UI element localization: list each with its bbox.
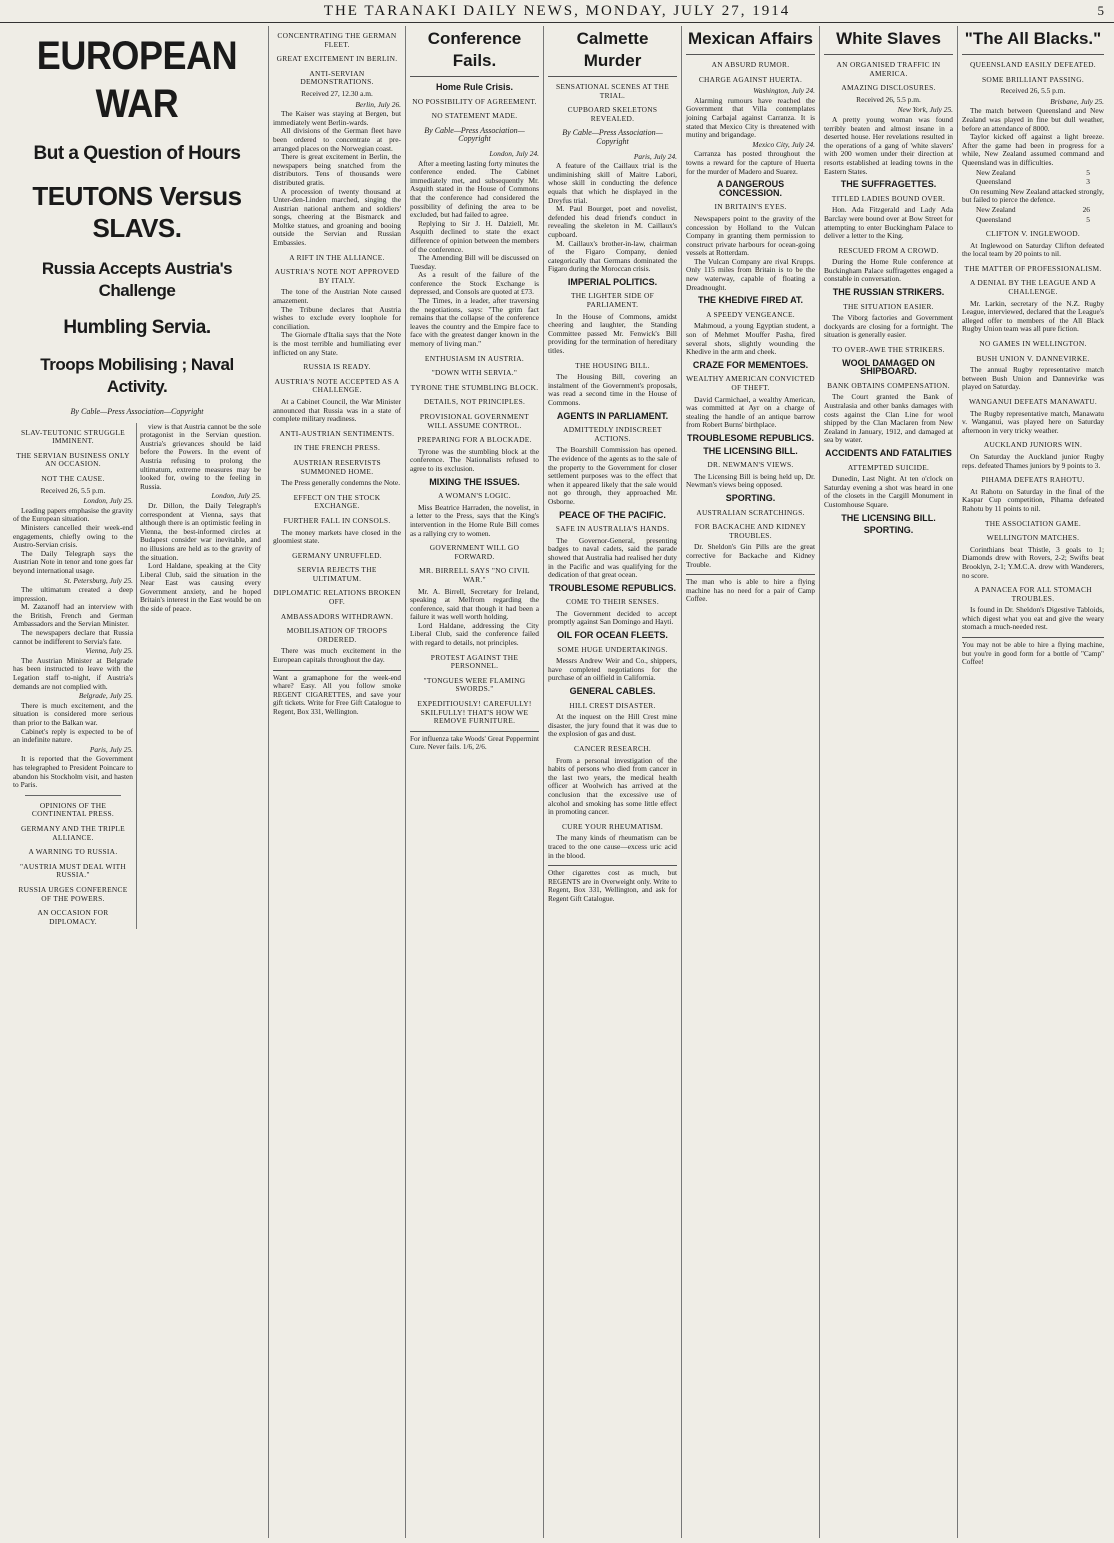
subhead: A SPEEDY VENGEANCE. (706, 309, 795, 319)
regent-advertisement: Want a gramaphone for the week-end whare? Easy. All you follow smoke REGENT CIGARETTES, and save your gift tickets. Write for Free Gift Catalogue to Regent, Box 331, Wellington. (273, 670, 401, 717)
score-line (976, 206, 1090, 215)
subhead: DR. NEWMAN'S VIEWS. (707, 460, 794, 470)
subhead: A WARNING TO RUSSIA. (28, 847, 118, 857)
article-paragraph: The Licensing Bill is being held up, Dr. Newman's views being opposed. (686, 471, 815, 490)
dateline: New York, July 25. (897, 105, 953, 115)
article-paragraph: Lord Haldane, addressing the City Liberal Club, said the conference failed with regard to details, not principles. (410, 620, 539, 648)
regent-advertisement: Other cigarettes cost as much, but REGENTS are in Overweight only. Write to Regent, Box 331, Wellington, and ask for Regent Gift Catalogue. (548, 865, 677, 903)
all-blacks-column (958, 26, 1108, 1538)
subhead: WEALTHY AMERICAN CONVICTED OF THEFT. (686, 374, 815, 392)
subhead: NOT THE CAUSE. (41, 473, 105, 483)
subhead: PREPARING FOR A BLOCKADE. (417, 435, 532, 445)
dateline: Brisbane, July 25. (1050, 96, 1104, 106)
european-war-right (137, 423, 264, 930)
subhead: IN BRITAIN'S EYES. (714, 202, 787, 212)
masthead (0, 0, 1114, 23)
subhead: WELLINGTON MATCHES. (986, 533, 1080, 543)
european-war-deck-1: But a Question of Hours (33, 143, 241, 164)
received-line: Received 27, 12.30 a.m. (301, 88, 373, 98)
german-fleet-column (268, 26, 406, 1538)
article-paragraph: Mahmoud, a young Egyptian student, a son of Mehmet Mouffer Pasha, fired several shots, slightly wounding the Khedive in the arm and cheek. (686, 321, 815, 357)
article-paragraph: Taylor kicked off against a light breeze. After the game had been in progress for a while, New Zealand assumed command and Queensland was in difficulties. (962, 132, 1104, 167)
european-war-deck-2: TEUTONS Versus SLAVS. (32, 181, 242, 243)
subhead: ADMITTEDLY INDISCREET ACTIONS. (563, 425, 662, 443)
subhead-major: SPORTING. (863, 525, 914, 536)
article-paragraph: The Vulcan Company are rival Krupps. Only 115 miles from Britain is to be the new waterway, capable of floating a Dreadnought. (686, 256, 815, 292)
subhead: A DENIAL BY THE LEAGUE AND A CHALLENGE. (970, 278, 1096, 297)
calmette-headline: Calmette Murder (548, 28, 677, 77)
subhead: THE HOUSING BILL. (575, 360, 650, 370)
subhead: NO STATEMENT MADE. (431, 111, 518, 121)
european-war-headline: EUROPEAN WAR (36, 34, 238, 126)
dateline: London, July 25. (83, 496, 133, 506)
article-paragraph: At the inquest on the Hill Crest mine disaster, the jury found that it was due to the explosion of gas and dust. (548, 712, 677, 739)
article-paragraph: The match between Queensland and New Zealand was played in fine but dull weather, before an attendance of 8000. (962, 106, 1104, 133)
subhead: CHARGE AGAINST HUERTA. (698, 74, 803, 84)
subhead: "DOWN WITH SERVIA." (431, 368, 518, 378)
score-team: New Zealand (976, 167, 1016, 177)
subhead-major: WOOL DAMAGED ON SHIPBOARD. (842, 357, 935, 377)
subhead: SERVIA REJECTS THE ULTIMATUM. (297, 565, 377, 583)
score-points: 26 (1082, 204, 1090, 214)
article-paragraph: view is that Austria cannot be the sole protagonist in the Servian question. Austria's grievances should be laid before the Powers. In the event of Austria refusing to prolong the ultimatum, extreme measures may be looked for, owing to the feeling in Russia. (140, 421, 261, 491)
subhead: BANK OBTAINS COMPENSATION. (827, 380, 950, 390)
subhead: A RIFT IN THE ALLIANCE. (289, 252, 385, 262)
subhead: NO GAMES IN WELLINGTON. (979, 339, 1087, 349)
subhead: PROTEST AGAINST THE PERSONNEL. (430, 652, 519, 671)
subhead-major: THE LICENSING BILL. (703, 445, 798, 456)
subhead: THE SERVIAN BUSINESS ONLY AN OCCASION. (16, 450, 130, 469)
dateline: Paris, July 25. (89, 744, 133, 754)
article-paragraph: The Times, in a leader, after traversing the negotiations, says: "The grim fact remains that the collapse of the conference leaves the country and the Empire face to face with the greatest danger known in the memory of living man." (410, 296, 539, 349)
dateline: Vienna, July 25. (85, 646, 133, 656)
article-paragraph: The tone of the Austrian Note caused amazement. (273, 287, 401, 306)
dateline: Mexico City, July 24. (752, 139, 815, 149)
subhead-major: IMPERIAL POLITICS. (567, 276, 658, 287)
mexican-column (682, 26, 820, 1538)
article-paragraph: Carranza has posted throughout the towns a reward for the capture of Huerta for the murder of Madero and Suarez. (686, 149, 815, 176)
subhead: EXPEDITIOUSLY! CAREFULLY! SKILFULLY! THAT'S HOW WE REMOVE FURNITURE. (417, 699, 532, 726)
european-war-deck-5: Troops Mobilising ; Naval Activity. (40, 355, 234, 396)
subhead: TYRONE THE STUMBLING BLOCK. (410, 382, 539, 392)
conference-headline: Conference Fails. (410, 28, 539, 77)
subhead: FURTHER FALL IN CONSOLS. (283, 515, 391, 525)
dateline: London, July 25. (211, 491, 261, 501)
subhead: OPINIONS OF THE CONTINENTAL PRESS. (31, 800, 115, 819)
article-paragraph: Replying to Sir J. H. Dalziell, Mr. Asquith declined to state the exact difference of opinion between the members of the conference. (410, 218, 539, 254)
article-paragraph: Dr. Sheldon's Gin Pills are the great corrective for Backache and Kidney Trouble. (686, 542, 815, 569)
article-paragraph: The annual Rugby representative match between Bush Union and Dannevirke was played on Saturday. (962, 365, 1104, 392)
article-paragraph: Hon. Ada Fitzgerald and Lady Ada Barclay were bound over at Bow Street for attempting to enter Buckingham Palace to deliver a letter to the King. (824, 205, 953, 241)
article-paragraph: Alarming rumours have reached the Government that Villa contemplates joining Carbajal against Carranza. It is stated that Mexico City is threatened with mutiny and brigandage. (686, 95, 815, 140)
article-paragraph: The Boarshill Commission has opened. The evidence of the agents as to the sale of the property to the Government for closer settlement purposes was to the effect that when it appeared likely that the sale would not go through, they approached Mr. Osborne. (548, 445, 677, 506)
article-paragraph: At Rahotu on Saturday in the final of the Kaspar Cup competition, Pihama defeated Rahotu by 11 points to nil. (962, 486, 1104, 513)
subhead: AUSTRIA'S NOTE ACCEPTED AS A CHALLENGE. (274, 376, 400, 395)
article-paragraph: The Housing Bill, covering an instalment of the Government's proposals, was read a second time in the House of Commons. (548, 372, 677, 407)
subhead-major: THE LICENSING BILL. (841, 512, 936, 523)
subhead: GERMANY AND THE TRIPLE ALLIANCE. (21, 823, 125, 842)
subhead: AN OCCASION FOR DIPLOMACY. (37, 908, 109, 926)
article-paragraph: The Government decided to accept promptly against San Domingo and Hayti. (548, 608, 677, 627)
article-paragraph: From a personal investigation of the habits of persons who died from cancer in the last two years, the medical health officer at Woolwich has arrived at the conclusion that the excessive use of alcohol and smoking has some little effect in promoting cancer. (548, 755, 677, 817)
subhead: AMBASSADORS WITHDRAWN. (280, 611, 394, 621)
subhead: A WOMAN'S LOGIC. (438, 491, 511, 501)
subhead: FOR BACKACHE AND KIDNEY TROUBLES. (694, 522, 807, 540)
article-paragraph: The Kaiser was staying at Bergen, but immediately went Berlin-wards. (273, 109, 401, 127)
article-paragraph: Newspapers point to the gravity of the concession by Holland to the Vulcan Company in granting them permission to construct private harbours for ocean-going vessels at Rotterdam. (686, 213, 815, 258)
subhead: AUSTRIAN RESERVISTS SUMMONED HOME. (293, 457, 381, 476)
score-line (976, 216, 1090, 225)
score-points: 5 (1086, 214, 1090, 224)
article-paragraph: There was much excitement in the European capitals throughout the day. (273, 646, 401, 665)
article-paragraph: Mr. A. Birrell, Secretary for Ireland, speaking at Melfrom regarding the conference, said that though it had been a failure it was well worth holding. (410, 586, 539, 622)
subhead-major: PEACE OF THE PACIFIC. (559, 509, 666, 520)
subhead: PIHAMA DEFEATS RAHOTU. (981, 475, 1085, 485)
subhead-major: THE RUSSIAN STRIKERS. (832, 287, 945, 298)
dateline: St. Petersburg, July 25. (63, 575, 133, 585)
subhead-major: THE KHEDIVE FIRED AT. (697, 295, 803, 306)
page-number: 5 (1097, 3, 1104, 18)
subhead-major: CRAZE FOR MEMENTOES. (692, 359, 809, 370)
subhead-major: TROUBLESOME REPUBLICS. (548, 582, 676, 593)
article-paragraph: During the Home Rule conference at Buckingham Palace suffragettes engaged a constable in conversation. (824, 257, 953, 284)
subhead: CONCENTRATING THE GERMAN FLEET. (277, 31, 397, 49)
subhead: THE SITUATION EASIER. (843, 301, 934, 311)
article-paragraph: At Inglewood on Saturday Clifton defeated the local team by 20 points to nil. (962, 240, 1104, 259)
subhead: A PANACEA FOR ALL STOMACH TROUBLES. (974, 585, 1092, 603)
european-war-byline: By Cable—Press Association—Copyright (70, 407, 204, 416)
article-paragraph: In the House of Commons, amidst cheering and laughter, the Standing Committee passed Mr. Fenwick's Bill providing for the termination of hereditary titles. (548, 311, 677, 356)
subhead: PROVISIONAL GOVERNMENT WILL ASSUME CONTROL. (419, 412, 530, 430)
article-paragraph: After a meeting lasting forty minutes the conference ended. The Cabinet immediately met, and subsequently Mr. Asquith stated in the House of Commons that the conference had considered the possibility of defining the area to be excluded, but had failed to agree. (410, 158, 539, 220)
score-team: New Zealand (976, 204, 1016, 214)
subhead: ANTI-AUSTRIAN SENTIMENTS. (279, 428, 395, 438)
article-paragraph: Miss Beatrice Harraden, the novelist, in a letter to the Press, says that the King's intervention in the Home Rule Bill comes as a rallying cry to women. (410, 502, 539, 538)
article-paragraph: Cabinet's reply is expected to be of an indefinite nature. (13, 726, 133, 745)
article-paragraph: All divisions of the German fleet have been ordered to concentrate at pre-arranged places on the Norwegian coast. (273, 126, 401, 153)
subhead: RESCUED FROM A CROWD. (838, 245, 939, 255)
article-paragraph: M. Paul Bourget, poet and novelist, defended his dead friend's conduct in revealing the skeleton in M. Caillaux's cupboard. (548, 204, 677, 239)
subhead: CANCER RESEARCH. (573, 744, 652, 753)
european-war-deck-3: Russia Accepts Austria's Challenge (41, 259, 233, 300)
subhead-major: MIXING THE ISSUES. (429, 476, 520, 487)
white-slaves-column (820, 26, 958, 1538)
subhead: TITLED LADIES BOUND OVER. (831, 193, 946, 203)
european-war-deck-4: Humbling Servia. (63, 317, 211, 338)
article-paragraph: The Austrian Minister at Belgrade has been instructed to leave with the Legation staff to-night, if Austria's demands are not complied with. (13, 655, 133, 691)
subhead: "TONGUES WERE FLAMING SWORDS." (423, 675, 526, 694)
calmette-column (544, 26, 682, 1538)
mexican-headline: Mexican Affairs (686, 28, 815, 55)
european-war-left (10, 423, 137, 930)
article-paragraph: The Rugby representative match, Manawatu v. Wanganui, was played here on Saturday afternoon in very tricky weather. (962, 408, 1104, 435)
subhead-major: SPORTING. (725, 492, 776, 503)
subhead: ATTEMPTED SUICIDE. (847, 462, 930, 472)
article-paragraph: The many kinds of rheumatism can be traced to the one cause—excess uric acid in the blood. (548, 833, 677, 860)
article-paragraph: As a result of the failure of the conference the Stock Exchange is depressed, and Consols are quoted at £73. (410, 270, 539, 297)
camp-coffee-advertisement: The man who is able to hire a flying machine has no need for a pair of Camp Coffee. (686, 574, 815, 604)
european-war-subcolumns (10, 423, 264, 930)
subhead: RUSSIA IS READY. (303, 362, 371, 372)
article-paragraph: It is reported that the Government has telegraphed to President Poincare to abandon his Stockholm visit, and hasten to Paris. (13, 754, 133, 790)
article-paragraph: The ultimatum created a deep impression. (13, 585, 133, 603)
subhead: THE ASSOCIATION GAME. (984, 518, 1081, 528)
score-line (976, 178, 1090, 187)
subhead: ENTHUSIASM IN AUSTRIA. (424, 353, 525, 363)
score-points: 3 (1086, 177, 1090, 187)
subhead: GOVERNMENT WILL GO FORWARD. (429, 543, 520, 561)
european-war-column (6, 26, 268, 1538)
subhead: BUSH UNION V. DANNEVIRKE. (976, 353, 1090, 363)
article-paragraph: At a Cabinet Council, the War Minister announced that Russia was in a state of complete military readiness. (273, 396, 401, 424)
article-paragraph: David Carmichael, a wealthy American, was committed at Ayr on a charge of stealing the handle of an antique barrow from Robert Burns' birthplace. (686, 394, 815, 430)
subhead: AUSTRIA'S NOTE NOT APPROVED BY ITALY. (274, 267, 400, 285)
subhead: AUSTRALIAN SCRATCHINGS. (696, 507, 805, 517)
subhead-major: THE SUFFRAGETTES. (840, 179, 937, 190)
subhead: AMAZING DISCLOSURES. (841, 83, 936, 93)
article-paragraph: M. Zazanoff had an interview with the British, French and German Ambassadors and the Servian Minister. (13, 602, 133, 629)
subhead: AUCKLAND JUNIORS WIN. (983, 440, 1083, 450)
dateline: London, July 24. (489, 148, 539, 158)
article-paragraph: Mr. Larkin, secretary of the N.Z. Rugby League, interviewed, declared that the League's alleged offer to members of the All Black Rugby Union team was all pure fiction. (962, 298, 1104, 334)
article-paragraph: M. Caillaux's brother-in-law, chairman of the Figaro Company, denied categorically that Germans dominated the Figaro during the Moroccan crisis. (548, 238, 677, 274)
article-paragraph: The Governor-General, presenting badges to naval cadets, said the parade showed that Australia had realised her duty in the Pacific and was qualifying for the dedication of that great ocean. (548, 535, 677, 580)
article-paragraph: Dr. Dillon, the Daily Telegraph's correspondent at Vienna, says that although there is an optimistic feeling in Vienna, the best-informed circles at Budapest consider war inevitable, and no illusions are held as to the gravity of the situation. (140, 500, 261, 562)
camp-coffee-advertisement: You may not be able to hire a flying machine, but you're in good form for a bottle of "Camp" Coffee! (962, 637, 1104, 667)
subhead: QUEENSLAND EASILY DEFEATED. (970, 60, 1096, 69)
score-points: 5 (1086, 167, 1090, 177)
subhead: DETAILS, NOT PRINCIPLES. (423, 397, 526, 407)
subhead: HILL CREST DISASTER. (569, 700, 656, 710)
subhead: SAFE IN AUSTRALIA'S HANDS. (555, 524, 670, 534)
article-paragraph: Messrs Andrew Weir and Co., shippers, have completed negotiations for the purchase of an oilfield in California. (548, 656, 677, 683)
subhead-major: A DANGEROUS CONCESSION. (716, 179, 785, 198)
article-paragraph: Is found in Dr. Sheldon's Digestive Tabloids, which digest what you eat and give the weary stomach a much-needed rest. (962, 605, 1104, 632)
article-paragraph: The Press generally condemns the Note. (281, 478, 401, 488)
received-line: Received 26, 5.5 p.m. (856, 94, 921, 104)
subhead: RUSSIA URGES CONFERENCE OF THE POWERS. (18, 884, 128, 903)
woods-peppermint-advertisement: For influenza take Woods' Great Peppermint Cure. Never fails. 1/6, 2/6. (410, 731, 539, 752)
article-paragraph: On resuming New Zealand attacked strongly, but failed to pierce the defence. (962, 186, 1104, 205)
subhead: AN ORGANISED TRAFFIC IN AMERICA. (836, 60, 941, 78)
article-paragraph: Leading papers emphasise the gravity of the European situation. (13, 505, 133, 524)
subhead: ANTI-SERVIAN DEMONSTRATIONS. (300, 68, 374, 87)
subhead: CUPBOARD SKELETONS REVEALED. (567, 105, 658, 123)
masthead-title: THE TARANAKI DAILY NEWS, MONDAY, JULY 27, 1914 (323, 3, 791, 19)
subhead: THE MATTER OF PROFESSIONALISM. (964, 263, 1102, 273)
newspaper-columns (6, 26, 1108, 1538)
article-paragraph: The Amending Bill will be discussed on Tuesday. (410, 253, 539, 271)
article-paragraph: The money markets have closed in the gloomiest state. (273, 527, 401, 546)
article-paragraph: On Saturday the Auckland junior Rugby reps. defeated Thames juniors by 9 points to 3. (962, 451, 1104, 470)
article-paragraph: The Giornale d'Italia says that the Note is the most terrible and humiliating ever inflicted on any State. (273, 330, 401, 357)
subhead: SENSATIONAL SCENES AT THE TRIAL. (555, 82, 670, 100)
article-paragraph: There is great excitement in Berlin, the newspapers being snatched from the distributors. Tens of thousands were distributed gratis. (273, 152, 401, 187)
subhead: SOME BRILLIANT PASSING. (982, 74, 1084, 84)
score-team: Queensland (976, 177, 1011, 187)
divider (25, 795, 121, 796)
article-paragraph: The Daily Telegraph says the Austrian Note in tenor and tone goes far beyond international usage. (13, 548, 133, 575)
subhead: NO POSSIBILITY OF AGREEMENT. (412, 96, 537, 106)
subhead: THE LIGHTER SIDE OF PARLIAMENT. (570, 291, 655, 310)
article-paragraph: There is much excitement, and the situation is considered more serious than prior to the Balkan war. (13, 700, 133, 727)
article-paragraph: A procession of twenty thousand at Unter-den-Linden marched, singing the Austrian national anthem and soldiers' songs, cheering at the Bismarck and Moltke statues, and groaning and booing outside the Servian and Russian Embassies. (273, 186, 401, 248)
article-paragraph: The Viborg factories and Government dockyards are closing for a fortnight. The situation is generally easier. (824, 313, 953, 340)
subhead: TO OVER-AWE THE STRIKERS. (832, 345, 945, 355)
all-blacks-headline: "The All Blacks." (962, 28, 1104, 55)
received-line: Received 26, 5.5 p.m. (1000, 86, 1066, 96)
conference-column (406, 26, 544, 1538)
score-team: Queensland (976, 214, 1011, 224)
received-line: Received 26, 5.5 p.m. (40, 485, 106, 495)
dateline: Paris, July 24. (633, 151, 677, 161)
score-line (976, 169, 1090, 178)
article-paragraph: The Tribune declares that Austria wishes to exclude every loophole for conciliation. (273, 304, 401, 331)
article-paragraph: Ministers cancelled their week-end engagements, chiefly owing to the Austro-Servian crisis. (13, 522, 133, 550)
article-paragraph: The Court granted the Bank of Australasia and other banks damages with costs against the Clan Line for wool shipped by the Clan Maclaren from New Zealand in January, 1912, and damaged at sea by water. (824, 392, 953, 445)
article-paragraph: Lord Haldane, speaking at the City Liberal Club, said the situation in the Near East was causing every Government anxiety, and he hoped Britain's interest in the East would be on the side of peace. (140, 561, 261, 614)
byline: By Cable—Press Association—Copyright (424, 125, 525, 144)
byline: By Cable—Press Association—Copyright (562, 128, 663, 146)
dateline: Washington, July 24. (753, 86, 815, 96)
article-paragraph: Tyrone was the stumbling block at the conference. The Nationalists refused to agree to its exclusion. (410, 446, 539, 473)
subhead: CURE YOUR RHEUMATISM. (561, 821, 664, 831)
subhead-major: GENERAL CABLES. (569, 686, 656, 697)
article-paragraph: Dunedin, Last Night. At ten o'clock on Saturday evening a shot was heard in one of the closets in the Cargill Monument in Customhouse Square. (824, 474, 953, 509)
subhead: EFFECT ON THE STOCK EXCHANGE. (293, 492, 381, 511)
subhead: MR. BIRRELL SAYS "NO CIVIL WAR." (419, 566, 530, 584)
subhead: COME TO THEIR SENSES. (566, 597, 659, 607)
subhead: GERMANY UNRUFFLED. (292, 550, 382, 560)
subhead: DIPLOMATIC RELATIONS BROKEN OFF. (273, 588, 401, 607)
dateline: Belgrade, July 25. (78, 691, 133, 701)
article-paragraph: Corinthians beat Thistle, 3 goals to 1; Diamonds drew with Rovers, 2-2; Swifts beat Brooklyn, 2-1; Y.M.C.A. drew with Wanderers, no score. (962, 544, 1104, 580)
subhead: GREAT EXCITEMENT IN BERLIN. (276, 54, 398, 64)
subhead: SLAV-TEUTONIC STRUGGLE IMMINENT. (21, 427, 125, 446)
subhead-major: ACCIDENTS AND FATALITIES (825, 447, 952, 458)
article-paragraph: A pretty young woman was found terribly beaten and almost insane in a deserted house. Her revelations resulted in the operations of a gang of 'white slavers' with 200 women under their direction at resorts established at leading towns in the Eastern States. (824, 114, 953, 176)
subhead-major: OIL FOR OCEAN FLEETS. (557, 630, 668, 641)
article-paragraph: The newspapers declare that Russia cannot be indifferent to Servia's fate. (13, 628, 133, 646)
conference-kicker: Home Rule Crisis. (435, 82, 514, 92)
subhead: MOBILISATION OF TROOPS ORDERED. (286, 626, 388, 644)
subhead: CLIFTON V. INGLEWOOD. (985, 229, 1081, 239)
subhead: AN ABSURD RUMOR. (711, 60, 790, 69)
subhead-major: AGENTS IN PARLIAMENT. (556, 410, 669, 421)
article-paragraph: A feature of the Caillaux trial is the undiminishing skill of Maitre Labori, whose skill in conducting the defence equals that which he displayed in the Dreyfus trial. (548, 161, 677, 205)
subhead-major: TROUBLESOME REPUBLICS. (686, 432, 814, 443)
subhead: SOME HUGE UNDERTAKINGS. (557, 644, 668, 654)
white-slaves-headline: White Slaves (824, 28, 953, 55)
subhead: WANGANUI DEFEATS MANAWATU. (968, 397, 1098, 406)
subhead: IN THE FRENCH PRESS. (293, 443, 381, 453)
dateline: Berlin, July 26. (355, 99, 401, 109)
subhead: "AUSTRIA MUST DEAL WITH RUSSIA." (19, 861, 127, 880)
